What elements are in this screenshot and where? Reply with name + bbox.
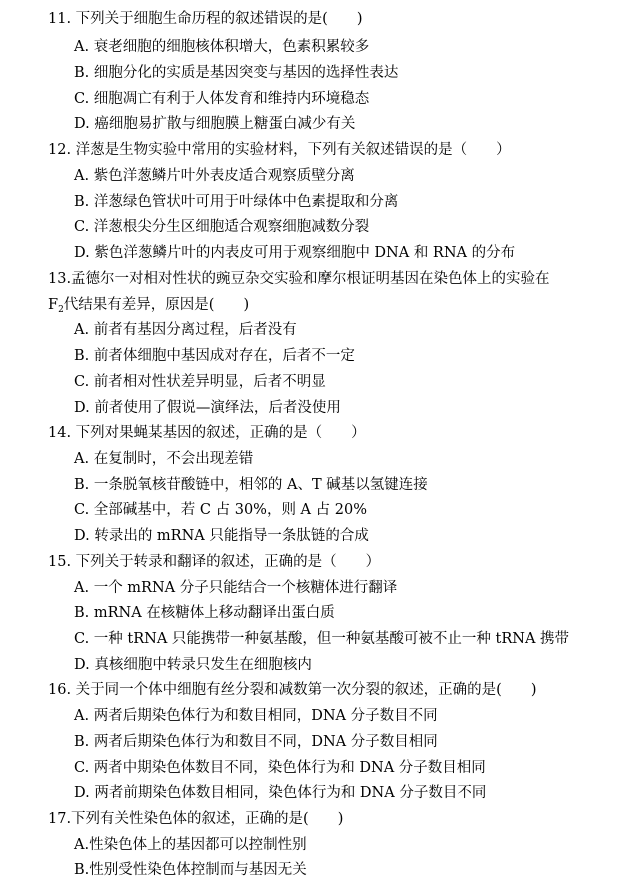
question-13-stem: 13.孟德尔一对相对性状的豌豆杂交实验和摩尔根证明基因在染色体上的实验在 [48, 271, 550, 287]
question-12-option-d: D. 紫色洋葱鳞片叶的内表皮可用于观察细胞中 DNA 和 RNA 的分布 [74, 245, 516, 261]
question-14-option-c: C. 全部碱基中，若 C 占 30%，则 A 占 20% [74, 502, 367, 518]
question-13-option-d: D. 前者使用了假说—演绎法，后者没使用 [74, 400, 341, 416]
question-13-option-b: B. 前者体细胞中基因成对存在，后者不一定 [74, 348, 355, 364]
question-13-option-c: C. 前者相对性状差异明显，后者不明显 [74, 374, 326, 390]
question-16-option-d: D. 两者前期染色体数目相同，染色体行为和 DNA 分子数目不同 [74, 785, 487, 801]
question-16-option-c: C. 两者中期染色体数目不同，染色体行为和 DNA 分子数目相同 [74, 760, 486, 776]
question-13-stem-continued [48, 295, 249, 315]
question-14-option-b: B. 一条脱氧核苷酸链中，相邻的 A、T 碱基以氢键连接 [74, 477, 428, 493]
question-13-option-a: A. 前者有基因分离过程，后者没有 [74, 322, 297, 338]
question-14-option-d: D. 转录出的 mRNA 只能指导一条肽链的合成 [74, 528, 369, 544]
question-17-option-b: B.性别受性染色体控制而与基因无关 [74, 862, 307, 878]
question-15-stem: 15. 下列关于转录和翻译的叙述，正确的是（ ） [48, 554, 381, 570]
question-15-option-d: D. 真核细胞中转录只发生在细胞核内 [74, 657, 312, 673]
question-11-option-b: B. 细胞分化的实质是基因突变与基因的选择性表达 [74, 65, 399, 81]
question-14-stem: 14. 下列对果蝇某基因的叙述，正确的是（ ） [48, 425, 366, 441]
question-12-option-a: A. 紫色洋葱鳞片叶外表皮适合观察质壁分离 [74, 168, 355, 184]
f2-subscript: 2 [58, 305, 64, 315]
question-12-option-c: C. 洋葱根尖分生区细胞适合观察细胞减数分裂 [74, 219, 370, 235]
question-15-option-b: B. mRNA 在核糖体上移动翻译出蛋白质 [74, 605, 335, 621]
question-12-stem: 12. 洋葱是生物实验中常用的实验材料，下列有关叙述错误的是（ ） [48, 142, 511, 158]
question-12-option-b: B. 洋葱绿色管状叶可用于叶绿体中色素提取和分离 [74, 194, 399, 210]
question-11-stem: 11. 下列关于细胞生命历程的叙述错误的是( ) [48, 11, 363, 27]
question-16-stem: 16. 关于同一个体中细胞有丝分裂和减数第一次分裂的叙述，正确的是( ) [48, 682, 537, 698]
question-15-option-c: C. 一种 tRNA 只能携带一种氨基酸，但一种氨基酸可被不止一种 tRNA 携带 [74, 631, 570, 647]
question-17-option-a: A.性染色体上的基因都可以控制性别 [74, 837, 307, 853]
question-16-option-a: A. 两者后期染色体行为和数目相同，DNA 分子数目不同 [74, 708, 438, 724]
question-15-option-a: A. 一个 mRNA 分子只能结合一个核糖体进行翻译 [74, 580, 398, 596]
question-11-option-a: A. 衰老细胞的细胞核体积增大，色素积累较多 [74, 39, 370, 55]
question-13-stem-rest: 代结果有差异，原因是( ) [63, 297, 250, 313]
question-16-option-b: B. 两者后期染色体行为和数目不同，DNA 分子数目相同 [74, 734, 438, 750]
question-14-option-a: A. 在复制时，不会出现差错 [74, 451, 254, 467]
question-11-option-c: C. 细胞凋亡有利于人体发育和维持内环境稳态 [74, 91, 370, 107]
question-17-stem: 17.下列有关性染色体的叙述，正确的是( ) [48, 811, 344, 827]
f2-symbol: F [48, 297, 59, 313]
question-11-option-d: D. 癌细胞易扩散与细胞膜上糖蛋白减少有关 [74, 116, 356, 132]
